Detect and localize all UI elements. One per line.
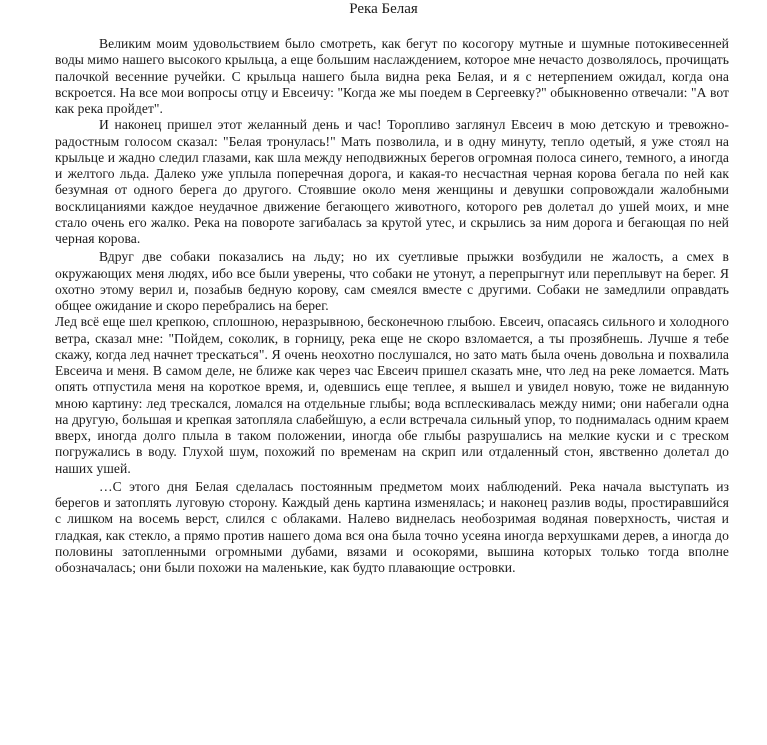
paragraph-1: Великим моим удовольствием было смотреть, как бегут по косогору мутные и шумные потокивесенней воды мимо нашего высокого крыльца, а еще большим наслаждением, которое мне нечасто дозволялось, прочищать палочкой весенние ручейки. С крыльца нашего была видна река Белая, и я с нетерпением ожидал, когда она вскроется. На все мои вопросы отцу и Евсеичу: "Когда же мы поедем в Сергеевку?" обыкновенно отвечали: "А вот как река пройдет". xyxy=(55,36,729,116)
document-body xyxy=(55,36,729,576)
paragraph-4: Лед всё еще шел крепкою, сплошною, неразрывною, бесконечною глыбою. Евсеич, опасаясь сильного и холодного ветра, сказал мне: "Пойдем, соколик, в горницу, река еще не скоро взломается, а ты прозябнешь. Лучше я тебе скажу, когда лед начнет трескаться". Я очень неохотно послушался, но зато мать была очень довольна и похвалила Евсеича и меня. В самом деле, не ближе как через час Евсеич пришел сказать мне, что лед на реке ломается. Мать опять отпустила меня на короткое время, и, одевшись еще теплее, я вышел и увидел новую, тоже не виданную мною картину: лед трескался, ломался на отдельные глыбы; вода всплескивалась между ними; они набегали одна на другую, большая и крепкая затопляла слабейшую, а если встречала сильный упор, то поднималась одним краем вверх, иногда долго плыла в таком положении, иногда обе глыбы разрушались на мелкие куски и с треском погружались в воду. Глухой шум, похожий по временам на скрип или отдаленный стон, явственно долетал до наших ушей. xyxy=(55,314,729,476)
paragraph-5: …С этого дня Белая сделалась постоянным предметом моих наблюдений. Река начала выступать из берегов и затоплять луговую сторону. Каждый день картина изменялась; и наконец разлив воды, простиравшийся с лишком на восемь верст, слился с облаками. Налево виднелась необозримая водяная поверхность, чистая и гладкая, как стекло, а прямо против нашего дома вся она была точно усеяна иногда верхушками дерев, а иногда до половины затопленными огромными дубами, вязами и осокорями, вышина которых только тогда вполне обозначалась; они были похожи на маленькие, как будто плавающие островки. xyxy=(55,478,729,575)
paragraph-2: И наконец пришел этот желанный день и час! Торопливо заглянул Евсеич в мою детскую и тревожно-радостным голосом сказал: "Белая тронулась!" Мать позволила, и в одну минуту, тепло одетый, я уже стоял на крыльце и жадно следил глазами, как шла между неподвижных берегов огромная полоса синего, темного, а иногда и желтого льда. Далеко уже уплыла поперечная дорога, и какая-то несчастная черная корова бегала по ней как безумная от одного берега до другого. Стоявшие около меня женщины и девушки сопровождали жалобными восклицаниями каждое неудачное движение бегающего животного, которого рев долетал до ушей моих, и мне стало очень его жалко. Река на повороте загибалась за крутой утес, и скрылись за ним дорога и бегающая по ней черная корова. xyxy=(55,117,729,246)
document-title: Река Белая xyxy=(349,1,418,17)
paragraph-3: Вдруг две собаки показались на льду; но их суетливые прыжки возбудили не жалость, а смех в окружающих меня людях, ибо все были уверены, что собаки не утонут, а перепрыгнут или переплывут на берег. Я охотно этому верил и, позабыв бедную корову, сам смеялся вместе с другими. Собаки не замедлили оправдать общее ожидание и скоро перебрались на берег. xyxy=(55,249,729,313)
